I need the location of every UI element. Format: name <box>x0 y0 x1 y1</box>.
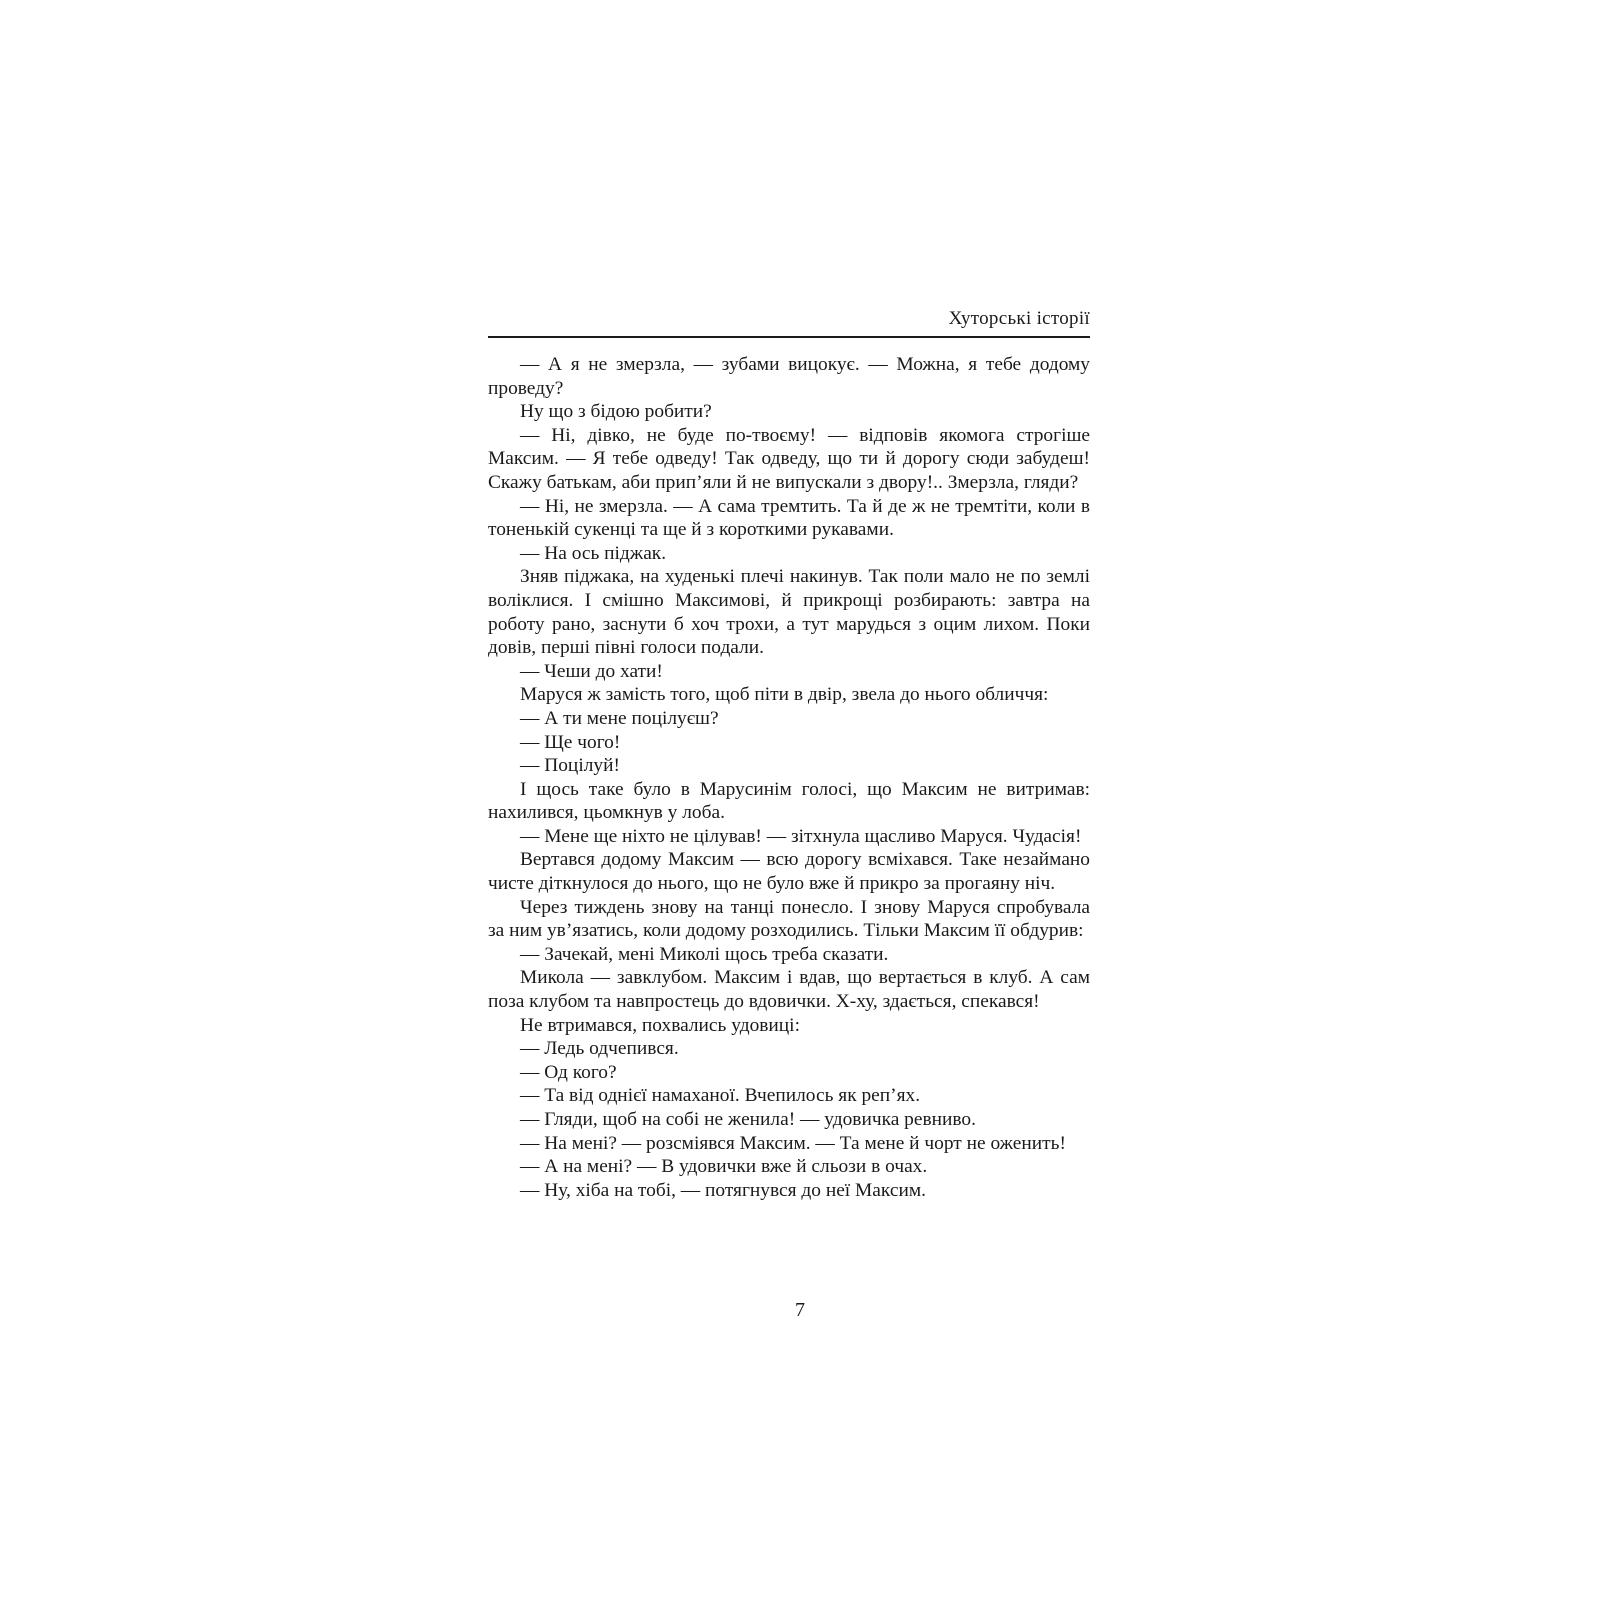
paragraph: Вертався додому Максим — всю дорогу всміхався. Таке незаймано чисте діткнулося до нього, що не було вже й прикро за прогаяну ніч. <box>488 849 1090 895</box>
paragraph: — Ні, не змерзла. — А сама тремтить. Та й де ж не тремтіти, коли в тоненькій сукенці та ще й з короткими рукавами. <box>488 495 1090 541</box>
body-text <box>488 353 1090 1202</box>
paragraph: Маруся ж замість того, щоб піти в двір, звела до нього обличчя: <box>520 684 1049 706</box>
paragraph: — Зачекай, мені Миколі щось треба сказати. <box>520 943 889 965</box>
paragraph: — Чеши до хати! <box>520 660 663 682</box>
paragraph: — На ось піджак. <box>520 542 667 564</box>
paragraph: — Гляди, щоб на собі не женила! — удовичка ревниво. <box>520 1109 976 1130</box>
paragraph: — Поцілуй! <box>520 755 620 777</box>
paragraph: Через тиждень знову на танці понесло. І знову Маруся спробувала за ним ув’язатись, коли додому розходились. Тільки Максим її обдурив: <box>488 896 1090 942</box>
paragraph: Не втримався, похвались удовиці: <box>520 1014 800 1036</box>
paragraph: Ну що з бідою робити? <box>520 401 712 423</box>
page-number: 7 <box>795 1299 805 1321</box>
paragraph: — На мені? — розсміявся Максим. — Та мене й чорт не оженить! <box>520 1132 1066 1154</box>
paragraph: — Мене ще ніхто не цілував! — зітхнула щасливо Маруся. Чудасія! <box>520 825 1082 847</box>
paragraph: — А на мені? — В удовички вже й сльози в очах. <box>520 1156 928 1178</box>
paragraph: Микола — завклубом. Максим і вдав, що вертається в клуб. А сам поза клубом та навпростець до вдовички. Х-ху, здається, спекався! <box>488 967 1090 1013</box>
paragraph: — Та від однієї намаханої. Вчепилось як реп’ях. <box>520 1085 921 1107</box>
paragraph: — Од кого? <box>520 1061 617 1083</box>
book-page <box>488 306 1090 1202</box>
paragraph: Зняв піджака, на худенькі плечі накинув. Так поли мало не по землі воліклися. І смішно Максимові, й прикрощі розбирають: завтра на роботу рано, заснути б хоч трохи, а тут марудься з оцим лихом. Поки довів, перші півні голоси подали. <box>488 566 1090 659</box>
paragraph: І щось таке було в Марусинім голосі, що Максим не витримав: нахилився, цьомкнув у лоба. <box>488 778 1090 824</box>
paragraph: — А ти мене поцілуєш? <box>520 707 719 729</box>
paragraph: — Ні, дівко, не буде по-твоєму! — відповів якомога строгіше Максим. — Я тебе одведу! Так одведу, що ти й дорогу сюди забудеш! Скажу батькам, аби прип’яли й не випускали з двору!.. Змерзла, гляди? <box>488 424 1090 493</box>
paragraph: — Ще чого! <box>520 731 621 753</box>
paragraph: — Ледь одчепився. <box>520 1038 679 1060</box>
paragraph: — Ну, хіба на тобі, — потягнувся до неї Максим. <box>520 1179 926 1201</box>
paragraph: — А я не змерзла, — зубами вицокує. — Можна, я тебе додому проведу? <box>488 354 1090 399</box>
header-rule <box>488 336 1090 338</box>
running-header: Хуторські історії <box>948 308 1090 329</box>
